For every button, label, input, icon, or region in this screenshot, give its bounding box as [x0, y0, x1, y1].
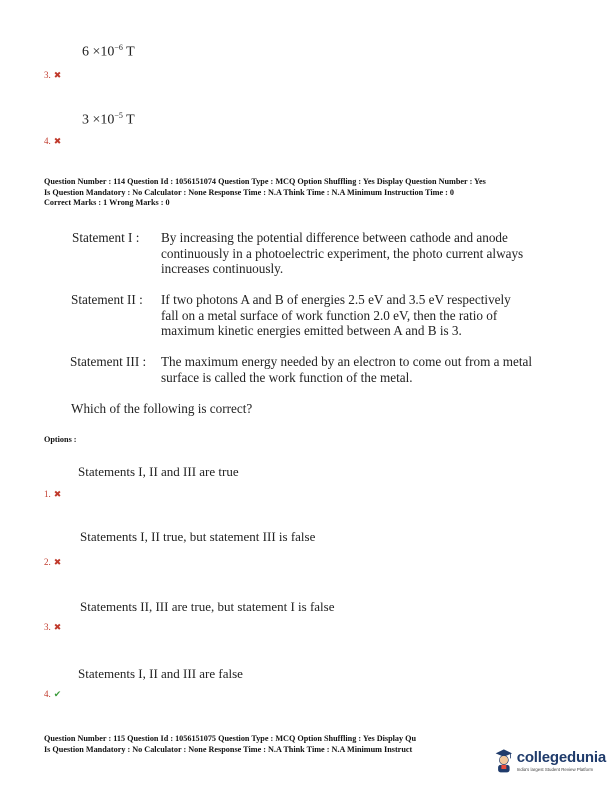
question-meta-line: Correct Marks : 1 Wrong Marks : 0: [44, 198, 170, 207]
option-2-text: Statements I, II true, but statement III is false: [80, 529, 316, 544]
statement-3-label: Statement III :: [70, 354, 147, 369]
next-question-meta: [44, 734, 487, 755]
statement-3-text: The maximum energy needed by an electron to come out from a metal surface is called the work function of the metal.: [161, 354, 533, 385]
statement-2-text: If two photons A and B of energies 2.5 eV and 3.5 eV respectively fall on a metal surface of work function 2.0 eV, then the ratio of maximum kinetic energies emitted between A and B is 3.: [161, 292, 511, 338]
question-meta-line: Question Number : 115 Question Id : 1056151075 Question Type : MCQ Option Shuffling : Yes Display Qu: [44, 734, 417, 743]
option-3-text: Statements II, III are true, but statement I is false: [80, 599, 335, 614]
wrong-icon: ✖: [53, 557, 62, 567]
option-4-number: 4. ✔: [44, 689, 62, 699]
statement-block: [0, 230, 612, 395]
option-1-number: 1. ✖: [44, 489, 62, 499]
statement-2-label: Statement II :: [71, 292, 143, 307]
prev-option-4-number: 4. ✖: [44, 136, 62, 146]
prev-option-4-value: $3 \times 10^{-5}$ T: [82, 111, 135, 128]
correct-check-icon: ✔: [53, 689, 62, 699]
option-3-number: 3. ✖: [44, 622, 62, 632]
wrong-icon: ✖: [53, 70, 62, 80]
prev-option-3-number: 3. ✖: [44, 70, 62, 80]
option-2-number: 2. ✖: [44, 557, 62, 567]
option-4-text: Statements I, II and III are false: [78, 666, 243, 681]
question-meta: [44, 177, 486, 209]
wrong-icon: ✖: [53, 489, 62, 499]
question-text: Which of the following is correct?: [71, 401, 253, 416]
wrong-icon: ✖: [53, 622, 62, 632]
statement-1-label: Statement I :: [72, 230, 140, 245]
prev-option-3-value: $6 \times 10^{-6}$ T: [82, 43, 135, 60]
statement-1-text: By increasing the potential difference between cathode and anode continuously in a photoelectric experiment, the photo current always increases continuously.: [161, 230, 524, 276]
wrong-icon: ✖: [53, 136, 62, 146]
graduate-mascot-icon: [494, 745, 514, 775]
question-meta-line: Is Question Mandatory : No Calculator : None Response Time : N.A Think Time : N.A Minimum Instruct: [44, 744, 413, 754]
options-heading: Options :: [44, 435, 77, 444]
watermark-tagline: India's largest Student Review Platform: [516, 766, 594, 772]
watermark-name: collegedunia: [516, 748, 606, 766]
question-meta-line: Is Question Mandatory : No Calculator : None Response Time : N.A Think Time : N.A Minimum Instruction Time : 0: [44, 187, 455, 197]
option-1-text: Statements I, II and III are true: [78, 464, 239, 479]
question-meta-line: Question Number : 114 Question Id : 1056151074 Question Type : MCQ Option Shuffling : Yes Display Question Number : Yes: [44, 177, 486, 186]
collegedunia-watermark: [494, 740, 606, 780]
